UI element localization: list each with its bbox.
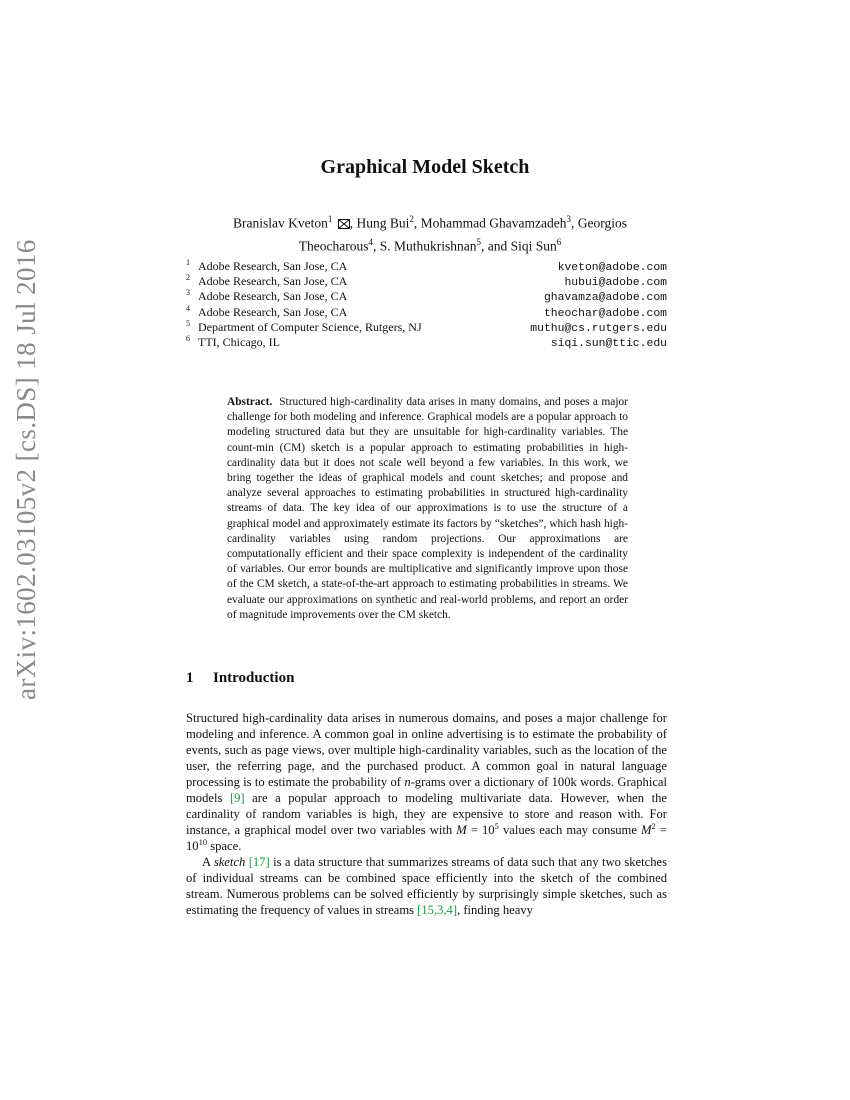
affiliation-email: ghavamza@adobe.com: [543, 292, 667, 305]
author-sup: 3: [566, 214, 571, 224]
abstract: [227, 395, 628, 623]
author-sup: 5: [476, 236, 481, 247]
affiliation-row: $^2$ Adobe Research, San Jose, CA hubui@adobe.com: [186, 274, 667, 289]
affiliation-email: theochar@adobe.com: [543, 307, 667, 320]
section-heading: [186, 670, 294, 687]
emphasis: sketch: [213, 855, 246, 869]
affiliation-name: Adobe Research, San Jose, CA: [198, 274, 348, 289]
affiliation-email: siqi.sun@ttic.edu: [550, 337, 667, 350]
abstract-text: Structured high-cardinality data arises in many domains, and poses a major challenge for both modeling and inference. Graphical models are a popular approach to modeling structured data but they are unsuitable for high-cardinality variables. The count-min (CM) sketch is a popular approach to estimating probabilities in high-cardinality data but it does not scale well beyond a few variables. In this work, we bring together the ideas of graphical models and count sketches; and propose and analyze several approaches to estimating probabilities in structured high-cardinality streams of data. The key idea of our approximations is to use the structure of a graphical model and approximately estimate its factors by “sketches”, which hash high-cardinality variables using random projections. Our approximations are computationally efficient and their space complexity is independent of the cardinality of variables. Our error bounds are multiplicative and significantly improve upon those of the CM sketch, a state-of-the-art approach to estimating probabilities in streams. We evaluate our approximations on synthetic and real-world problems, and report an order of magnitude improvements over the CM sketch.: [227, 396, 629, 621]
envelope-icon: [338, 216, 350, 226]
section-number: 1: [186, 670, 194, 686]
affiliation-row: $^3$ Adobe Research, San Jose, CA ghavamza@adobe.com: [186, 289, 667, 304]
math-var: M: [456, 823, 467, 837]
citation-link[interactable]: [9]: [229, 791, 245, 805]
author-sup: 4: [368, 236, 373, 247]
math-var: M: [641, 823, 652, 837]
paragraph: A sketch [17] is a data structure that summarizes streams of data such that any two sketches of individual streams can be combined space efficiently into the sketch of the combined stream. Numerous problems can be solved efficiently by surprisingly simple sketches, such as estimating the frequency of values in streams [15,3,4], finding heavy: [186, 855, 667, 917]
affiliation-name: Adobe Research, San Jose, CA: [198, 304, 348, 319]
author-name: Branislav Kveton: [233, 215, 328, 231]
affiliation-email: kveton@adobe.com: [557, 262, 667, 274]
affiliation-name: Adobe Research, San Jose, CA: [198, 289, 348, 304]
abstract-label: Abstract.: [227, 396, 273, 408]
author-name: , S. Muthukrishnan: [372, 238, 477, 253]
affiliation-name: Adobe Research, San Jose, CA: [198, 259, 348, 273]
section-title: Introduction: [213, 670, 295, 686]
introduction-body: [186, 710, 667, 918]
affiliation-email: hubui@adobe.com: [564, 277, 667, 290]
author-name: , and Siqi Sun: [480, 238, 557, 253]
affiliation-list: [186, 259, 667, 350]
author-list: [200, 210, 660, 255]
affiliation-name: TTI, Chicago, IL: [198, 334, 280, 349]
author-name: , Mohammad Ghavamzadeh: [413, 215, 567, 231]
math-var: n: [404, 775, 411, 789]
author-name: , Georgios Theocharous: [298, 215, 627, 253]
author-sup: 1: [327, 214, 333, 224]
citation-link[interactable]: [15,3,4]: [417, 903, 458, 917]
arxiv-side-stamp: arXiv:1602.03105v2 [cs.DS] 18 Jul 2016: [11, 239, 41, 700]
paragraph: Structured high-cardinality data arises in numerous domains, and poses a major challenge for modeling and inference. A common goal in online advertising is to estimate the probability of events, such as page views, over multiple high-cardinality variables, such as the location of the user, the referring page, and the purchased product. A common goal in natural language processing is to estimate the probability of n-grams over a dictionary of 100k words. Graphical models [9] are a popular approach to modeling multivariate data. However, when the cardinality of random variables is high, they are expensive to store and reason with. For instance, a graphical model over two variables with $M = 10^5$ values each may consume $M^2 = 10^{10}$ space.: [186, 711, 668, 853]
author-sup: 6: [556, 236, 562, 247]
affiliation-row: $^1$ Adobe Research, San Jose, CA kveton@adobe.com: [186, 259, 667, 274]
author-name: , Hung Bui: [349, 215, 410, 231]
citation-link[interactable]: [17]: [248, 855, 270, 869]
paper-title: Graphical Model Sketch: [320, 156, 530, 178]
author-sup: 2: [409, 214, 414, 224]
affiliation-email: muthu@cs.rutgers.edu: [530, 322, 667, 335]
affiliation-row: $^5$ Department of Computer Science, Rutgers, NJ muthu@cs.rutgers.edu: [186, 320, 667, 335]
affiliation-row: $^4$ Adobe Research, San Jose, CA theochar@adobe.com: [186, 305, 667, 320]
affiliation-row: $^6$ TTI, Chicago, IL siqi.sun@ttic.edu: [186, 335, 667, 350]
affiliation-name: Department of Computer Science, Rutgers, NJ: [198, 319, 422, 334]
